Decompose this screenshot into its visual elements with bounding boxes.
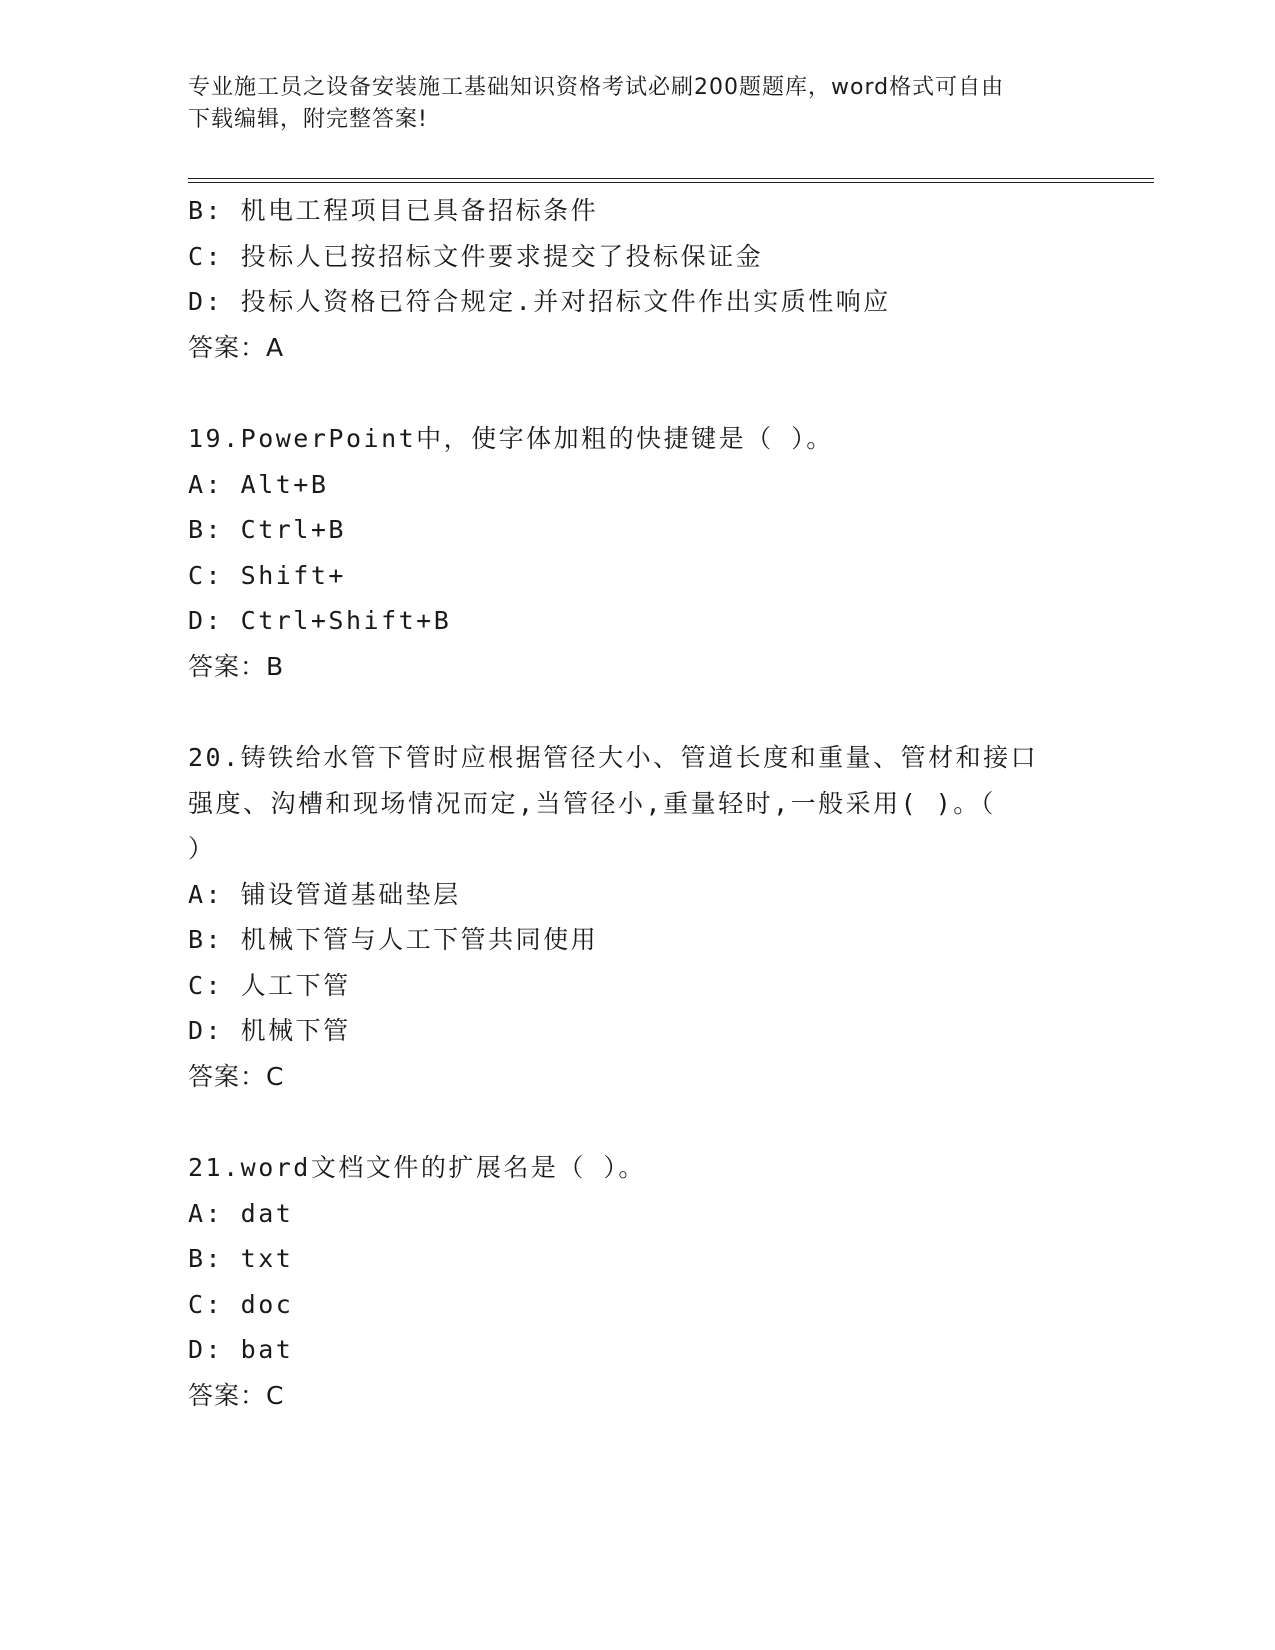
question-block-18 <box>188 188 1088 370</box>
question-text-line-3: ） <box>188 834 216 863</box>
option-b: B: txt <box>188 1244 294 1273</box>
option-b: B: 机械下管与人工下管共同使用 <box>188 925 599 954</box>
header-divider-top <box>188 178 1154 179</box>
option-a: A: 铺设管道基础垫层 <box>188 879 461 909</box>
question-block-21 <box>188 1145 1088 1418</box>
option-d: D: Ctrl+Shift+B <box>188 606 452 635</box>
option-a: A: dat <box>188 1198 294 1228</box>
option-c: C: Shift+ <box>188 560 346 590</box>
option-c: C: 投标人已按招标文件要求提交了投标保证金 <box>188 241 764 271</box>
question-text-line-2: 强度、沟槽和现场情况而定,当管径小,重量轻时,一般采用( )。（ <box>188 788 996 818</box>
question-text-line-1: 20.铸铁给水管下管时应根据管径大小、管道长度和重量、管材和接口 <box>188 743 1039 772</box>
question-block-20 <box>188 735 1088 1099</box>
option-a: A: Alt+B <box>188 469 329 499</box>
option-c: C: doc <box>188 1289 294 1319</box>
question-block-19 <box>188 416 1088 689</box>
header-divider-bottom <box>188 182 1154 183</box>
document-header <box>188 72 1068 136</box>
header-line-2: 下载编辑，附完整答案! <box>188 107 428 132</box>
option-b: B: Ctrl+B <box>188 515 346 544</box>
option-d: D: 投标人资格已符合规定.并对招标文件作出实质性响应 <box>188 287 891 316</box>
answer-line: 答案：A <box>188 332 285 362</box>
question-list <box>188 188 1088 1418</box>
question-text: 21.word文档文件的扩展名是（ ）。 <box>188 1153 646 1182</box>
option-d: D: bat <box>188 1335 294 1364</box>
header-line-1: 专业施工员之设备安装施工基础知识资格考试必刷200题题库，word格式可自由 <box>188 75 1005 100</box>
option-b: B: 机电工程项目已具备招标条件 <box>188 196 599 225</box>
option-d: D: 机械下管 <box>188 1016 351 1045</box>
option-c: C: 人工下管 <box>188 970 351 1000</box>
answer-line: 答案：C <box>188 1380 285 1410</box>
answer-line: 答案：B <box>188 651 285 681</box>
answer-line: 答案：C <box>188 1061 285 1091</box>
question-text: 19.PowerPoint中，使字体加粗的快捷键是（ ）。 <box>188 424 834 453</box>
